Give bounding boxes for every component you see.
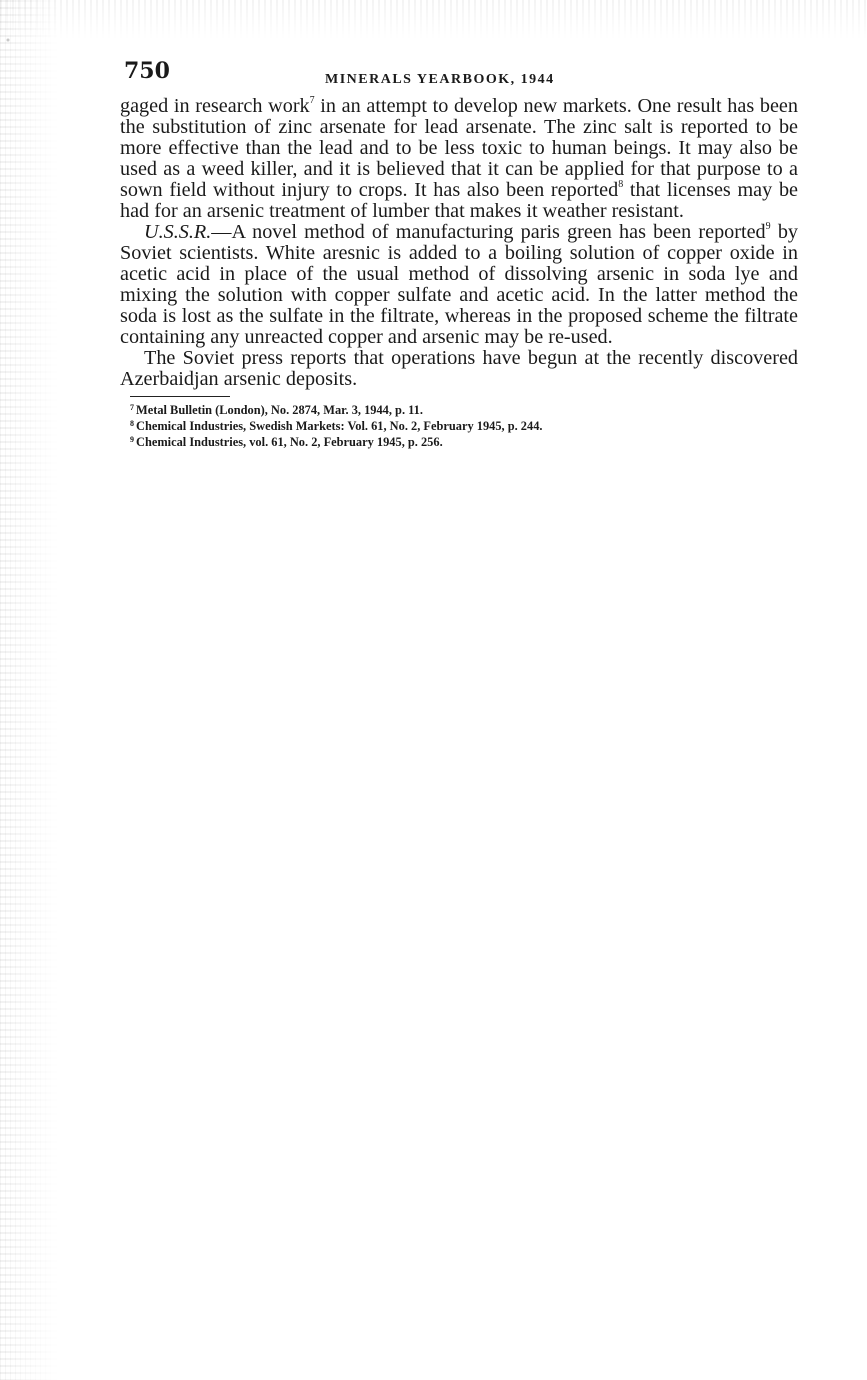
footnote-text: Chemical Industries, Swedish Markets: Vol. 61, No. 2, February 1945, p. 244. (136, 419, 543, 433)
scan-edge-noise (0, 0, 60, 1380)
footnote-mark: 7 (130, 403, 134, 412)
document-page (120, 58, 798, 449)
paragraph-ussr (120, 222, 798, 348)
footnote-mark: 9 (130, 435, 134, 444)
footnote-7 (130, 401, 798, 417)
footnote-text: Chemical Industries, vol. 61, No. 2, February 1945, p. 256. (136, 435, 443, 449)
paragraph-text: that licenses may be had for an arsenic treatment of lumber that makes it weather resistant. (120, 179, 798, 222)
footnote-text: Metal Bulletin (London), No. 2874, Mar. 3, 1944, p. 11. (136, 403, 423, 417)
scan-top-noise (0, 0, 867, 40)
footnote-ref-8: 8 (618, 179, 624, 190)
footnote-ref-7: 7 (309, 95, 315, 106)
body-text (120, 96, 798, 390)
footnote-8 (130, 417, 798, 433)
footnote-ref-9: 9 (765, 221, 771, 232)
footnote-mark: 8 (130, 419, 134, 428)
running-head (120, 58, 798, 96)
country-heading: U.S.S.R. (144, 221, 212, 243)
footnotes (130, 401, 798, 449)
paragraph-soviet-press: The Soviet press reports that operations have begun at the recently discovered Azerbaidjan arsenic deposits. (120, 347, 798, 390)
running-title: MINERALS YEARBOOK, 1944 (325, 72, 555, 87)
paragraph-text: in an attempt to develop new markets. One result has been the substitution of zinc arsenate for lead arsenate. The zinc salt is reported to be more effective than the lead and to be less toxic to human beings. It may also be used as a weed killer, and it is believed that it can be applied for that purpose to a sown field without injury to crops. It has also been reported (120, 95, 798, 201)
footnote-divider (130, 396, 230, 397)
paragraph-text: —A novel method of manufacturing paris green has been reported (211, 221, 766, 243)
paragraph-continuation (120, 96, 798, 222)
paragraph-text: gaged in research work (120, 95, 310, 117)
page-number: 750 (124, 58, 170, 84)
paragraph-text: by Soviet scientists. White aresnic is added to a boiling solution of copper oxide in acetic acid in place of the usual method of dissolving arsenic in soda lye and mixing the solution with copper sulfate and acetic acid. In the latter method the soda is lost as the sulfate in the filtrate, whereas in the proposed scheme the filtrate containing any unreacted copper and arsenic may be re-used. (120, 221, 799, 348)
footnote-9 (130, 433, 798, 449)
